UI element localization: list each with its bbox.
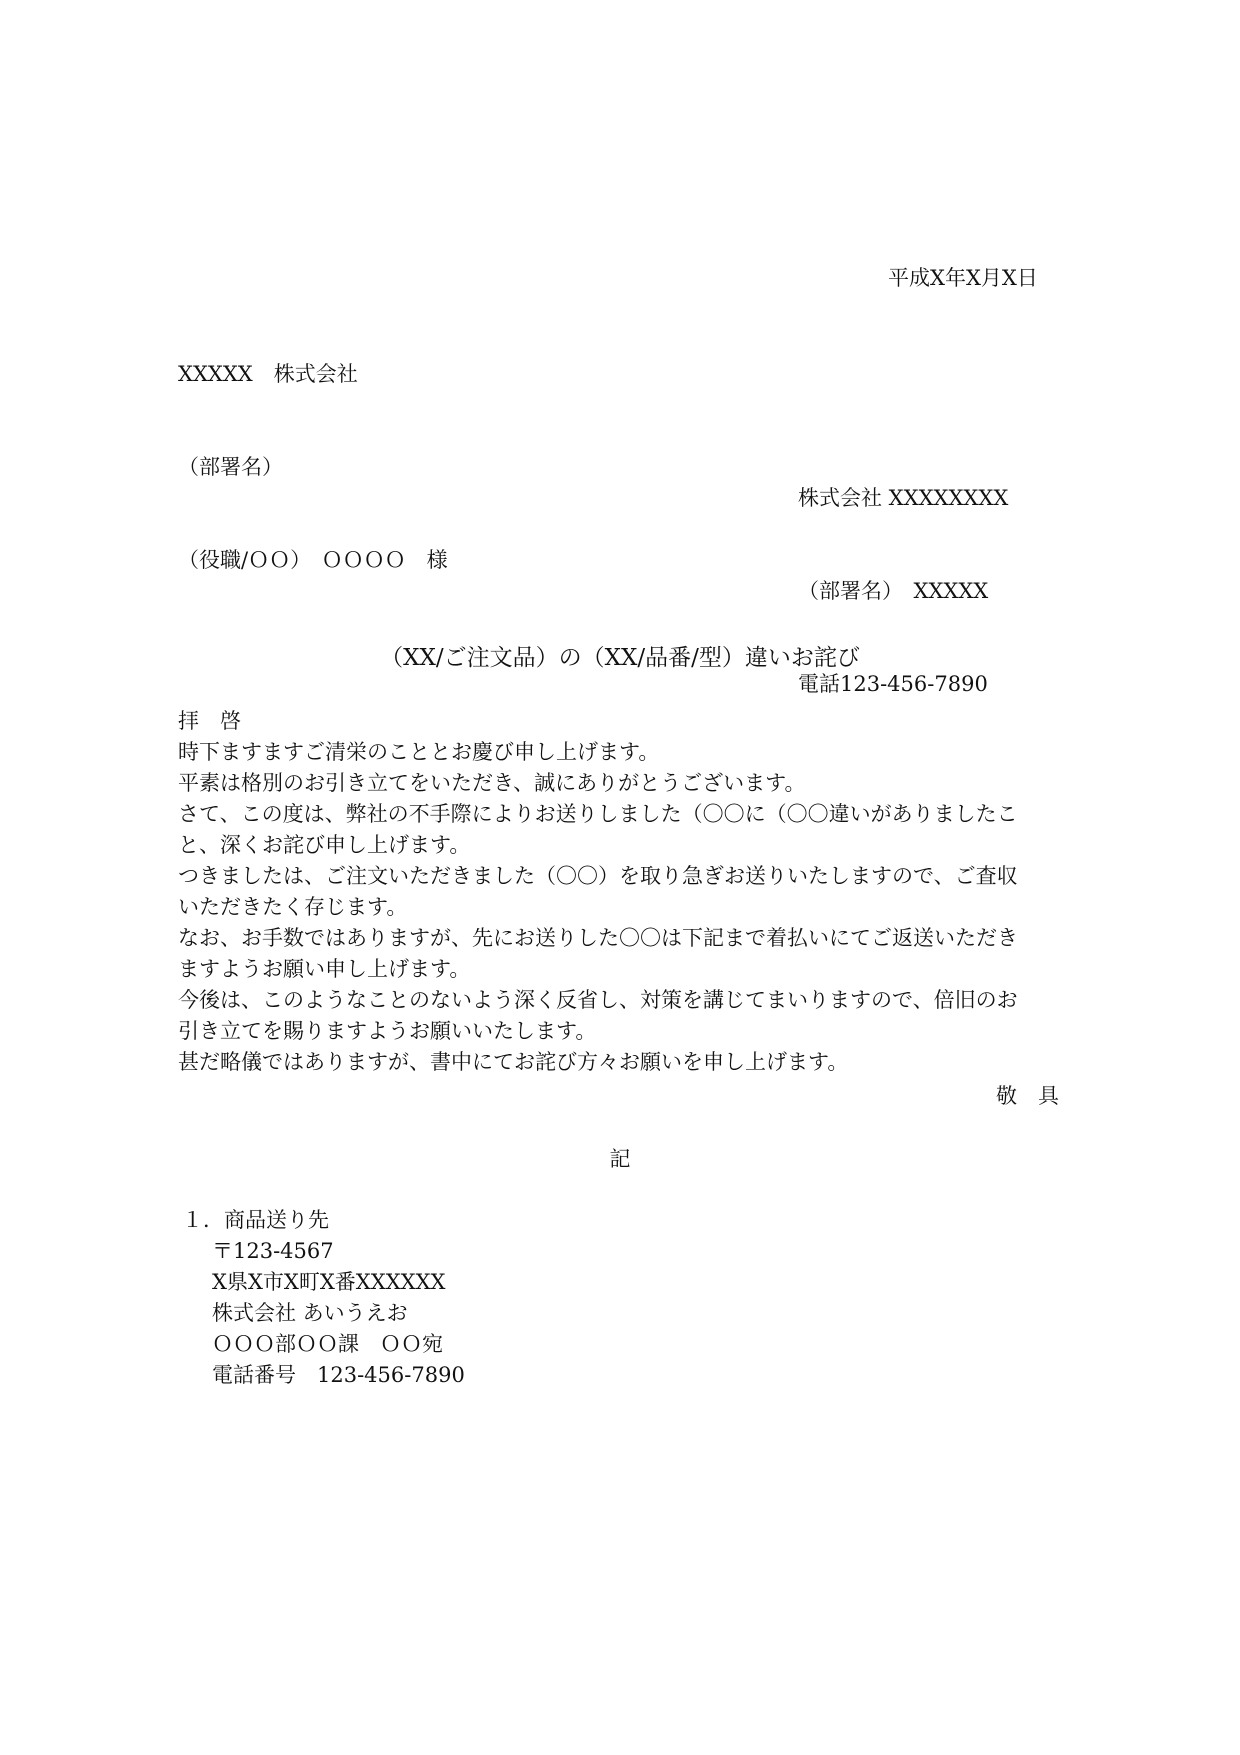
- body-line: ますようお願い申し上げます。: [178, 957, 471, 981]
- recipient-block: [178, 297, 448, 638]
- sender-department: （部署名） XXXXX: [798, 579, 989, 603]
- body-line: いただきたく存じます。: [178, 895, 408, 919]
- recipient-company: XXXXX 株式会社: [178, 362, 358, 386]
- recipient-person: （役職/ＯＯ） ＯＯＯＯ 様: [178, 548, 448, 572]
- detail-dept: ＯＯＯ部ＯＯ課 ＯＯ宛: [212, 1332, 443, 1356]
- body-line: さて、この度は、弊社の不手際によりお送りしました（〇〇に（〇〇違いがありましたこ: [178, 802, 1018, 826]
- detail-phone: 電話番号 123-456-7890: [212, 1363, 465, 1387]
- body-line: つきましたは、ご注文いただきました（〇〇）を取り急ぎお送りいたしますので、ご査収: [178, 864, 1018, 888]
- letter-date: 平成X年X月X日: [888, 266, 1038, 290]
- body-line: 今後は、このようなことのないよう深く反省し、対策を講じてまいりますので、倍旧のお: [178, 988, 1018, 1012]
- closing-keigu: 敬 具: [996, 1084, 1059, 1108]
- body-line: 甚だ略儀ではありますが、書中にてお詫び方々お願いを申し上げます。: [178, 1050, 849, 1074]
- detail-postal: 〒123-4567: [212, 1239, 334, 1263]
- recipient-department: （部署名）: [178, 455, 283, 479]
- detail-heading: １．商品送り先: [182, 1208, 329, 1232]
- sender-company: 株式会社 XXXXXXXX: [798, 486, 1009, 510]
- body-line: と、深くお詫び申し上げます。: [178, 833, 471, 857]
- letter-title: （XX/ご注文品）の（XX/品番/型）違いお詫び: [380, 645, 860, 671]
- salutation: 拝 啓: [178, 709, 241, 733]
- detail-address: X県X市X町X番XXXXXX: [212, 1270, 446, 1294]
- body-line: 時下ますますご清栄のこととお慶び申し上げます。: [178, 740, 660, 764]
- detail-block: [182, 1205, 465, 1391]
- body-line: 引き立てを賜りますようお願いいたします。: [178, 1019, 597, 1043]
- sender-phone: 電話123-456-7890: [798, 672, 988, 696]
- detail-company: 株式会社 あいうえお: [212, 1301, 408, 1325]
- ki-heading: 記: [609, 1147, 631, 1171]
- body-line: なお、お手数ではありますが、先にお送りした〇〇は下記まで着払いにてご返送いただき: [178, 926, 1018, 950]
- letter-body: [178, 706, 1058, 1078]
- body-line: 平素は格別のお引き立てをいただき、誠にありがとうございます。: [178, 771, 806, 795]
